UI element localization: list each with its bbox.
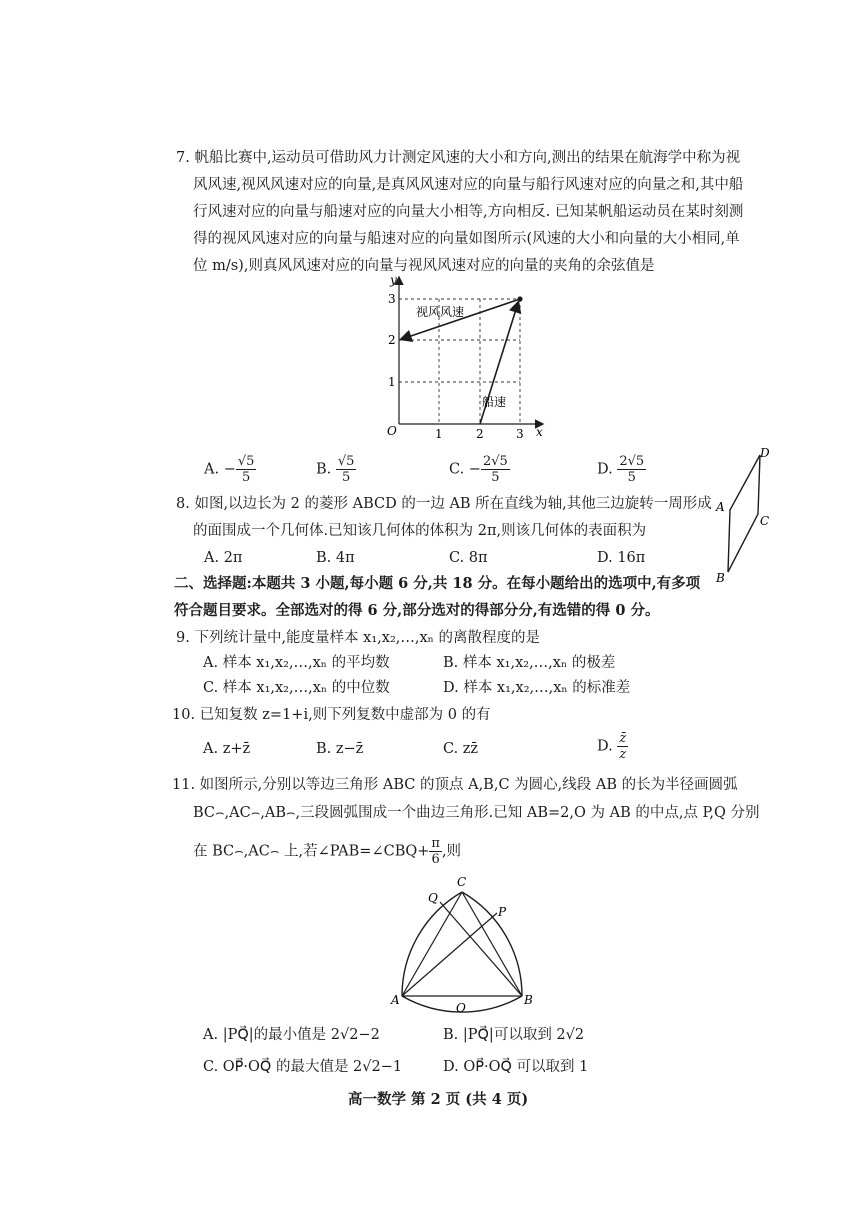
- q11-option-b[interactable]: B. |PQ⃗|可以取到 2√2: [443, 1027, 585, 1043]
- point-label-c: C: [457, 875, 467, 889]
- q7-option-d[interactable]: [597, 454, 646, 485]
- option-fraction: $\frac{2√5}{5}$: [619, 454, 645, 485]
- x-tick-3: 3: [516, 427, 524, 441]
- q10-option-b[interactable]: B. z−z̄: [316, 741, 364, 757]
- option-letter: D.: [597, 461, 613, 478]
- vertex-label-a: A: [716, 500, 725, 514]
- point-label-q: Q: [428, 891, 438, 905]
- q11-line-3: [193, 836, 461, 867]
- option-letter: B.: [316, 461, 332, 478]
- option-letter: D.: [597, 738, 613, 755]
- origin-label: O: [387, 424, 397, 438]
- rhombus-abcd: [728, 455, 760, 572]
- option-fraction: $\frac{√5}{5}$: [237, 454, 255, 485]
- q10-stem: 10. 已知复数 z=1+i,则下列复数中虚部为 0 的有: [172, 707, 491, 723]
- segment-bq: [440, 902, 522, 996]
- label-boat-speed: 船速: [482, 395, 507, 409]
- q9-option-d[interactable]: D. 样本 x₁,x₂,…,xₙ 的标准差: [443, 680, 631, 696]
- option-letter: A.: [204, 461, 220, 478]
- q11-option-d[interactable]: D. OP⃗·OQ⃗ 可以取到 1: [443, 1059, 589, 1075]
- side-bc: [462, 892, 522, 996]
- q9-option-a[interactable]: A. 样本 x₁,x₂,…,xₙ 的平均数: [203, 655, 390, 671]
- q8-line-2: 的面围成一个几何体.已知该几何体的体积为 2π,则该几何体的表面积为: [193, 523, 647, 539]
- q8-option-c[interactable]: C. 8π: [449, 550, 488, 566]
- q8-option-b[interactable]: B. 4π: [316, 550, 355, 566]
- q11-line-3-end: ,则: [441, 843, 462, 860]
- q7-line-5: 位 m/s),则真风风速对应的向量与视风风速对应的向量的夹角的余弦值是: [193, 258, 655, 274]
- x-axis-label: x: [536, 425, 543, 439]
- section-2-heading-line-2: 符合题目要求。全部选对的得 6 分,部分选对的得部分分,有选错的得 0 分。: [174, 602, 660, 619]
- q11-line-3-text: 在 BC⌢,AC⌢ 上,若∠PAB=∠CBQ+: [193, 843, 430, 860]
- option-sign: −: [223, 461, 236, 478]
- option-letter: C.: [449, 461, 465, 478]
- x-tick-2: 2: [476, 427, 484, 441]
- q9-stem: 9. 下列统计量中,能度量样本 x₁,x₂,…,xₙ 的离散程度的是: [176, 630, 541, 646]
- x-tick-1: 1: [435, 427, 443, 441]
- option-sign: −: [468, 461, 481, 478]
- q11-reuleaux-figure: [384, 868, 544, 1018]
- label-apparent-wind: 视风风速: [416, 305, 465, 319]
- y-tick-2: 2: [388, 333, 396, 347]
- q7-vector-graph: [370, 272, 550, 444]
- q7-option-b[interactable]: [316, 454, 356, 485]
- q8-rhombus-figure: [708, 444, 774, 584]
- q7-option-a[interactable]: [204, 454, 256, 485]
- point-label-o: O: [456, 1001, 466, 1015]
- page-footer: 高一数学 第 2 页 (共 4 页): [348, 1091, 529, 1108]
- apparent-wind-start-dot: [517, 296, 522, 301]
- option-fraction: $\frac{2√5}{5}$: [482, 454, 508, 485]
- pi-over-six: $\frac{\pi}{6}$: [431, 836, 440, 867]
- q11-line-2: BC⌢,AC⌢,AB⌢,三段圆弧围成一个曲边三角形.已知 AB=2,O 为 AB 的中点,点 P,Q 分别: [193, 805, 760, 821]
- q11-option-c[interactable]: C. OP⃗·OQ⃗ 的最大值是 2√2−1: [203, 1059, 403, 1075]
- q11-option-a[interactable]: A. |PQ⃗|的最小值是 2√2−2: [203, 1027, 380, 1043]
- side-ac: [402, 892, 462, 996]
- y-tick-1: 1: [388, 375, 396, 389]
- q7-line-1: 7. 帆船比赛中,运动员可借助风力计测定风速的大小和方向,测出的结果在航海学中称为视: [176, 150, 741, 166]
- q7-option-c[interactable]: [449, 454, 510, 485]
- q8-line-1: 8. 如图,以边长为 2 的菱形 ABCD 的一边 AB 所在直线为轴,其他三边旋转一周形成: [176, 496, 712, 512]
- point-label-b: B: [524, 993, 533, 1007]
- option-fraction: $\frac{√5}{5}$: [337, 454, 355, 485]
- q7-line-2: 风风速,视风风速对应的向量,是真风风速对应的向量与船行风速对应的向量之和,其中船: [193, 177, 744, 193]
- q11-line-1: 11. 如图所示,分别以等边三角形 ABC 的顶点 A,B,C 为圆心,线段 AB 的长为半径画圆弧: [172, 777, 738, 793]
- section-2-heading-line-1: 二、选择题:本题共 3 小题,每小题 6 分,共 18 分。在每小题给出的选项中,有多项: [174, 575, 701, 592]
- q9-option-b[interactable]: B. 样本 x₁,x₂,…,xₙ 的极差: [443, 655, 616, 671]
- segment-ap: [402, 913, 497, 996]
- q8-option-a[interactable]: A. 2π: [204, 550, 243, 566]
- vertex-label-c: C: [760, 514, 770, 528]
- y-axis-label: y: [390, 273, 397, 287]
- q8-option-d[interactable]: D. 16π: [597, 550, 646, 566]
- y-tick-3: 3: [388, 292, 396, 306]
- option-fraction: $\frac{z̄}{z}$: [619, 731, 627, 762]
- q7-line-4: 得的视风风速对应的向量与船速对应的向量如图所示(风速的大小和向量的大小相同,单: [193, 231, 740, 247]
- q10-option-d[interactable]: [597, 731, 628, 762]
- q10-option-a[interactable]: A. z+z̄: [203, 741, 251, 757]
- point-label-p: P: [498, 905, 507, 919]
- point-label-a: A: [391, 993, 400, 1007]
- vertex-label-b: B: [716, 571, 725, 584]
- q7-line-3: 行风速对应的向量与船速对应的向量大小相等,方向相反. 已知某帆船运动员在某时刻测: [193, 204, 744, 220]
- q9-option-c[interactable]: C. 样本 x₁,x₂,…,xₙ 的中位数: [203, 680, 390, 696]
- q10-option-c[interactable]: C. zz̄: [443, 741, 479, 757]
- vertex-label-d: D: [760, 446, 770, 460]
